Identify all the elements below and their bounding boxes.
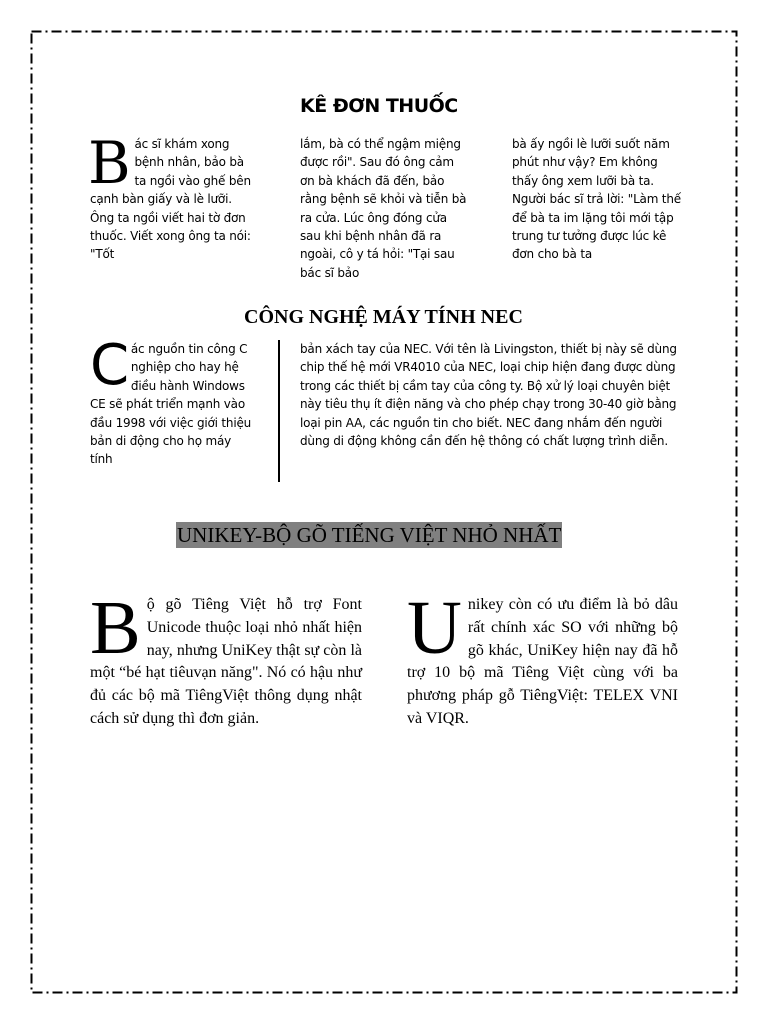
article-title-nec: CÔNG NGHỆ MÁY TÍNH NEC	[244, 306, 523, 328]
article-text: ộ gõ Tiêng Việt hỗ trợ Font Unicode thuộc loại nhỏ nhất hiện nay, nhưng UniKey thật sự còn là một “bé hạt tiêuvạn năng". Nó có hậu như đủ các bộ mã TiêngViệt thông dụng nhật cách sử dụng thì đơn giản.	[90, 596, 362, 727]
article-title-ke-don-thuoc: KÊ ĐƠN THUỐC	[300, 95, 458, 117]
article-column-1	[90, 333, 255, 469]
article-title-unikey: UNIKEY-BỘ GÕ TIẾNG VIỆT NHỎ NHẤT	[177, 523, 562, 547]
article-text: ác sĩ khám xong bệnh nhân, bảo bà ta ngồi vào ghế bên cạnh bàn giấy và lè lưỡi. Ông ta ngồi viết hai tờ đơn thuốc. Viết xong ông ta nói: "Tốt	[90, 137, 251, 262]
article-column-2: bản xách tay của NEC. Với tên là Livingston, thiết bị này sẽ dùng chip thế hệ mới VR4010 của NEC, loại chip hiện đang được dùng trong các thiết bị cầm tay của công ty. Bộ xử lý loại chuyên biệt này tiêu thụ ít điện năng và cho phép chạy trong 30-40 giờ bằng loại pin AA, các nguồn tin cho biết. NEC đang nhắm đến người dùng di động không cần đến hệ thông có chất lượng trình diễn.	[300, 342, 677, 449]
drop-cap: U	[407, 586, 462, 670]
article-text: ác nguồn tin công C nghiệp cho hay hệ điều hành Windows CE sẽ phát triển mạnh vào đầu 1998 với việc giới thiệu bản di động cho họ máy tính	[90, 342, 252, 467]
article-column-2: lắm, bà có thể ngậm miệng được rồi". Sau đó ông cảm ơn bà khách đã đến, bảo rằng bệnh sẽ khỏi và tiễn bà ra cửa. Lúc ông đóng cửa sau khi bệnh nhân đã ra ngoài, cô y tá hỏi: "Tại sau bác sĩ bảo	[300, 137, 467, 280]
column-divider	[278, 340, 280, 482]
drop-cap: B	[90, 586, 141, 670]
article-column-1	[90, 586, 362, 731]
article-text: nikey còn có ưu điểm là bỏ dâu rất chính xác SO với những bộ gõ khác, UniKey hiện nay đã hỗ trợ 10 bộ mã Tiêng Việt cùng với ba phương pháp gỗ TiêngViệt: TELEX VNI và VIQR.	[407, 596, 678, 727]
article-column-2	[407, 586, 678, 731]
article-column-3: bà ấy ngồi lè lưỡi suốt năm phút như vậy? Em không thấy ông xem lưỡi bà ta. Người bác sĩ trả lời: "Làm thế để bà ta im lặng tôi mới tập trung tư tưởng được lúc kê đơn cho bà ta	[512, 137, 681, 262]
drop-cap: C	[90, 333, 129, 398]
drop-cap: B	[88, 129, 131, 197]
article-column-1	[88, 129, 254, 264]
